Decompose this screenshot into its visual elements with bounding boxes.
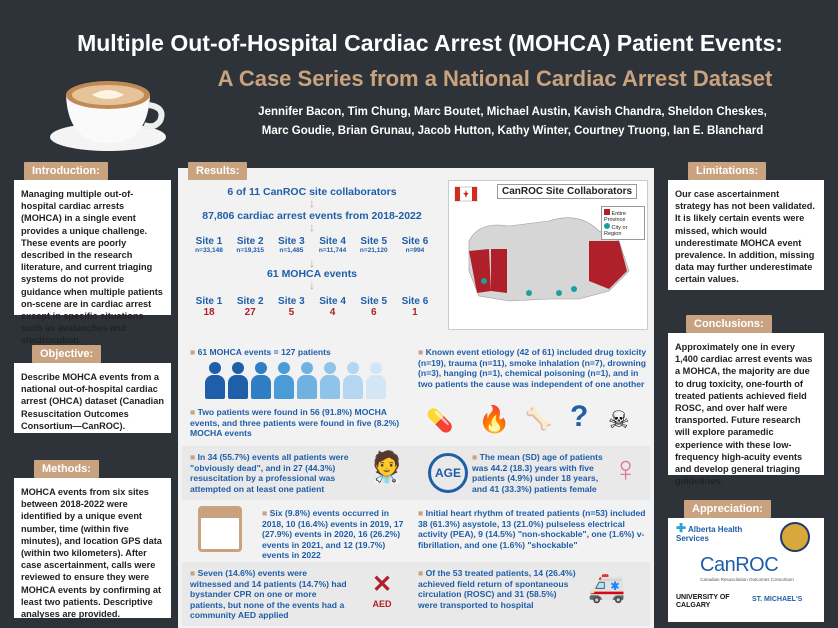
result-bullet-1: ■ 61 MOHCA events = 127 patients — [190, 347, 331, 357]
appreciation-logos — [668, 518, 824, 622]
site-label: Site 5 — [360, 296, 388, 307]
flow-step-1: 6 of 11 CanROC site collaborators — [227, 186, 397, 198]
methods-header: Methods: — [34, 460, 99, 478]
etiology-icons — [420, 398, 650, 440]
site-count: n=1,485 — [279, 247, 304, 254]
coffee-cup-icon — [48, 55, 168, 155]
limitations-header: Limitations: — [688, 162, 766, 180]
sites-events-row — [182, 236, 442, 254]
poster-subtitle: A Case Series from a National Cardiac Arrest Dataset — [217, 66, 773, 91]
objective-text: Describe MOHCA events from a national out-of-hospital cardiac arrest (OHCA) dataset (Canadian Resuscitation Outcomes Consortium—CanROC). — [14, 363, 171, 433]
arrow-down-icon: ↓ — [309, 278, 315, 292]
map-title: CanROC Site Collaborators — [497, 184, 637, 199]
results-header: Results: — [188, 162, 247, 180]
people-icons — [205, 362, 425, 405]
arrow-down-icon: ↓ — [309, 196, 315, 210]
introduction-text: Managing multiple out-of-hospital cardiac arrests (MOHCA) in a single event provides a unique challenge. These events are poorly described in the research literature, and current triaging systems do not provide guidance when multiple patients on-scene are in cardiac arrest except in specific situations such as avalanches and electrocution. — [14, 180, 171, 315]
calgary-logo: UNIVERSITY OF CALGARY — [676, 594, 730, 609]
authors — [200, 103, 825, 141]
result-bullet-7: ■ Initial heart rhythm of treated patients (n=53) included 38 (61.3%) asystole, 13 (21.0%) pulseless electrical activity (PEA), 9 (14.5%) "non-shockable", one (1.6%) v-fibrillation, and one (1.6%) "shockable" — [418, 508, 646, 550]
result-bullet-4: ■ In 34 (55.7%) events all patients were "obviously dead", and in 27 (44.3%) resuscitation by a professional was attempted on at least one patient — [190, 452, 349, 494]
site-mohca-count: 1 — [412, 307, 418, 318]
female-icon: ♀ — [612, 448, 639, 489]
site-mohca-count: 27 — [244, 307, 256, 318]
legend-city: City or Region — [604, 225, 628, 237]
person-icon — [205, 362, 225, 400]
fire-icon: 🔥 — [478, 404, 511, 434]
site-count: n=19,315 — [236, 247, 265, 254]
site-label: Site 1 — [195, 296, 223, 307]
arrow-down-icon: ↓ — [309, 220, 315, 234]
site-mohca — [355, 296, 393, 318]
site-label: Site 4 — [319, 296, 346, 307]
flow-step-3: 61 MOHCA events — [266, 268, 358, 280]
site-events — [355, 236, 393, 254]
limitations-text: Our case ascertainment strategy has not been validated. It is likely certain events were missed, which would underestimate MOHCA event prevalence. In addition, missing data may further underestimate certain values. — [668, 180, 824, 290]
canroc-map — [448, 180, 648, 330]
introduction-header: Introduction: — [24, 162, 108, 180]
site-count: n=11,744 — [318, 247, 347, 254]
result-bullet-9: ■ Of the 53 treated patients, 14 (26.4%) achieved field return of spontaneous circulation (ROSC) and 31 (58.5%) were transported to hospital — [418, 568, 576, 610]
question-icon: ? — [570, 400, 589, 433]
result-bullet-5: ■ The mean (SD) age of patients was 44.2 (18.3) years with five patients (4.9%) under 18 years, and 41 (33.3%) patients female — [472, 452, 603, 494]
objective-header: Objective: — [32, 345, 101, 363]
site-mohca — [231, 296, 269, 318]
person-icon — [274, 362, 294, 400]
hazard-icon: ☠ — [608, 407, 630, 434]
person-icon — [320, 362, 340, 400]
conclusions-text: Approximately one in every 1,400 cardiac arrest events was a MOHCA, the majority are due to drug toxicity, one-fourth of treated patients achieved field ROSC, and over half were transported. Future research will explore paramedic experience with these low-frequency high-acuity events and develop general triaging guidelines. — [668, 333, 824, 475]
site-mohca-count: 6 — [370, 307, 377, 318]
site-label: Site 4 — [319, 236, 346, 247]
result-bullet-2: ■ Two patients were found in 56 (91.8%) MOCHA events, and three patients were found in five (8.2%) MOCHA events — [190, 407, 400, 438]
site-label: Site 3 — [278, 236, 305, 247]
site-label: Site 6 — [401, 236, 429, 247]
site-events — [396, 236, 434, 254]
canroc-subtitle: Canadian Resuscitation Outcomes Consortium — [700, 577, 794, 582]
crest-logo — [780, 522, 810, 552]
methods-text: MOHCA events from six sites between 2018-2022 were identified by a unique event number, time (within five minutes), and location GPS data (within two kilometers). After case ascertainment, calls were reviewed to ensure they were MOHCA events by confirming at least two patients. Descriptive analyses are provided. — [14, 478, 171, 618]
legend-swatch — [604, 209, 610, 215]
site-label: Site 6 — [401, 296, 429, 307]
bone-icon: 🦴 — [525, 406, 553, 431]
site-mohca — [396, 296, 434, 318]
site-count: n=994 — [405, 247, 425, 254]
conclusions-header: Conclusions: — [686, 315, 772, 333]
arrow-down-icon: ↓ — [309, 256, 315, 270]
result-bullet-3: ■ Known event etiology (42 of 61) included drug toxicity (n=19), trauma (n=11), smoke inhalation (n=7), drowning (n=3), hanging (n=1), chemical poisoning (n=1), and in two patients the cause was independent of one another — [418, 347, 647, 389]
site-label: Site 3 — [278, 296, 305, 307]
site-label: Site 2 — [236, 236, 264, 247]
site-count: n=21,120 — [359, 247, 388, 254]
canroc-logo: CanROC — [700, 554, 779, 576]
site-mohca-count: 18 — [203, 307, 215, 318]
map-legend — [601, 206, 645, 240]
person-icon — [228, 362, 248, 400]
resuscitation-icon: 🧑‍⚕️ — [368, 451, 406, 484]
age-icon: AGE — [428, 453, 468, 493]
flow-step-2: 87,806 cardiac arrest events from 2018-2022 — [202, 210, 422, 222]
site-mohca — [272, 296, 310, 318]
site-mohca — [190, 296, 228, 318]
site-events — [272, 236, 310, 254]
aed-icon: ✕ AED — [371, 571, 393, 609]
appreciation-header: Appreciation: — [684, 500, 771, 518]
site-label: Site 2 — [236, 296, 264, 307]
poster-title: Multiple Out-of-Hospital Cardiac Arrest (MOHCA) Patient Events: — [77, 30, 783, 56]
results-flowchart — [182, 180, 442, 318]
site-count: n=33,148 — [195, 247, 223, 254]
site-mohca-count: 4 — [329, 307, 336, 318]
legend-province: Entire Province — [604, 211, 626, 223]
site-mohca — [314, 296, 352, 318]
site-label: Site 1 — [195, 236, 223, 247]
person-icon — [343, 362, 363, 400]
result-bullet-8: ■ Seven (14.6%) events were witnessed and 14 patients (14.7%) had bystander CPR on one or more patients, but none of the events had a community AED applied — [190, 568, 347, 620]
ahs-logo: ✚ Alberta Health Services — [676, 521, 743, 543]
stmichaels-logo: ST. MICHAEL'S — [752, 596, 803, 603]
site-events — [190, 236, 228, 254]
authors-line-1: Jennifer Bacon, Tim Chung, Marc Boutet, Michael Austin, Kavish Chandra, Sheldon Cheskes, — [258, 106, 767, 118]
sites-mohca-row — [182, 296, 442, 318]
person-icon — [251, 362, 271, 400]
calendar-icon — [198, 506, 242, 552]
person-icon — [297, 362, 317, 400]
site-events — [231, 236, 269, 254]
site-events — [314, 236, 352, 254]
canada-map-icon — [449, 181, 649, 331]
site-label: Site 5 — [360, 236, 388, 247]
pills-icon: 💊 — [426, 408, 454, 433]
legend-swatch — [604, 223, 610, 229]
site-mohca-count: 5 — [288, 307, 295, 318]
authors-line-2: Marc Goudie, Brian Grunau, Jacob Hutton, Kathy Winter, Courtney Truong, Ian E. Blanchard — [261, 125, 764, 137]
ambulance-icon: 🚑 — [588, 571, 626, 604]
person-icon — [366, 362, 386, 400]
result-bullet-6: ■ Six (9.8%) events occurred in 2018, 10 (16.4%) events in 2019, 17 (27.9%) events in 2020, 16 (26.2%) events in 2021, and 12 (19.7%) events in 2022 — [262, 508, 404, 560]
